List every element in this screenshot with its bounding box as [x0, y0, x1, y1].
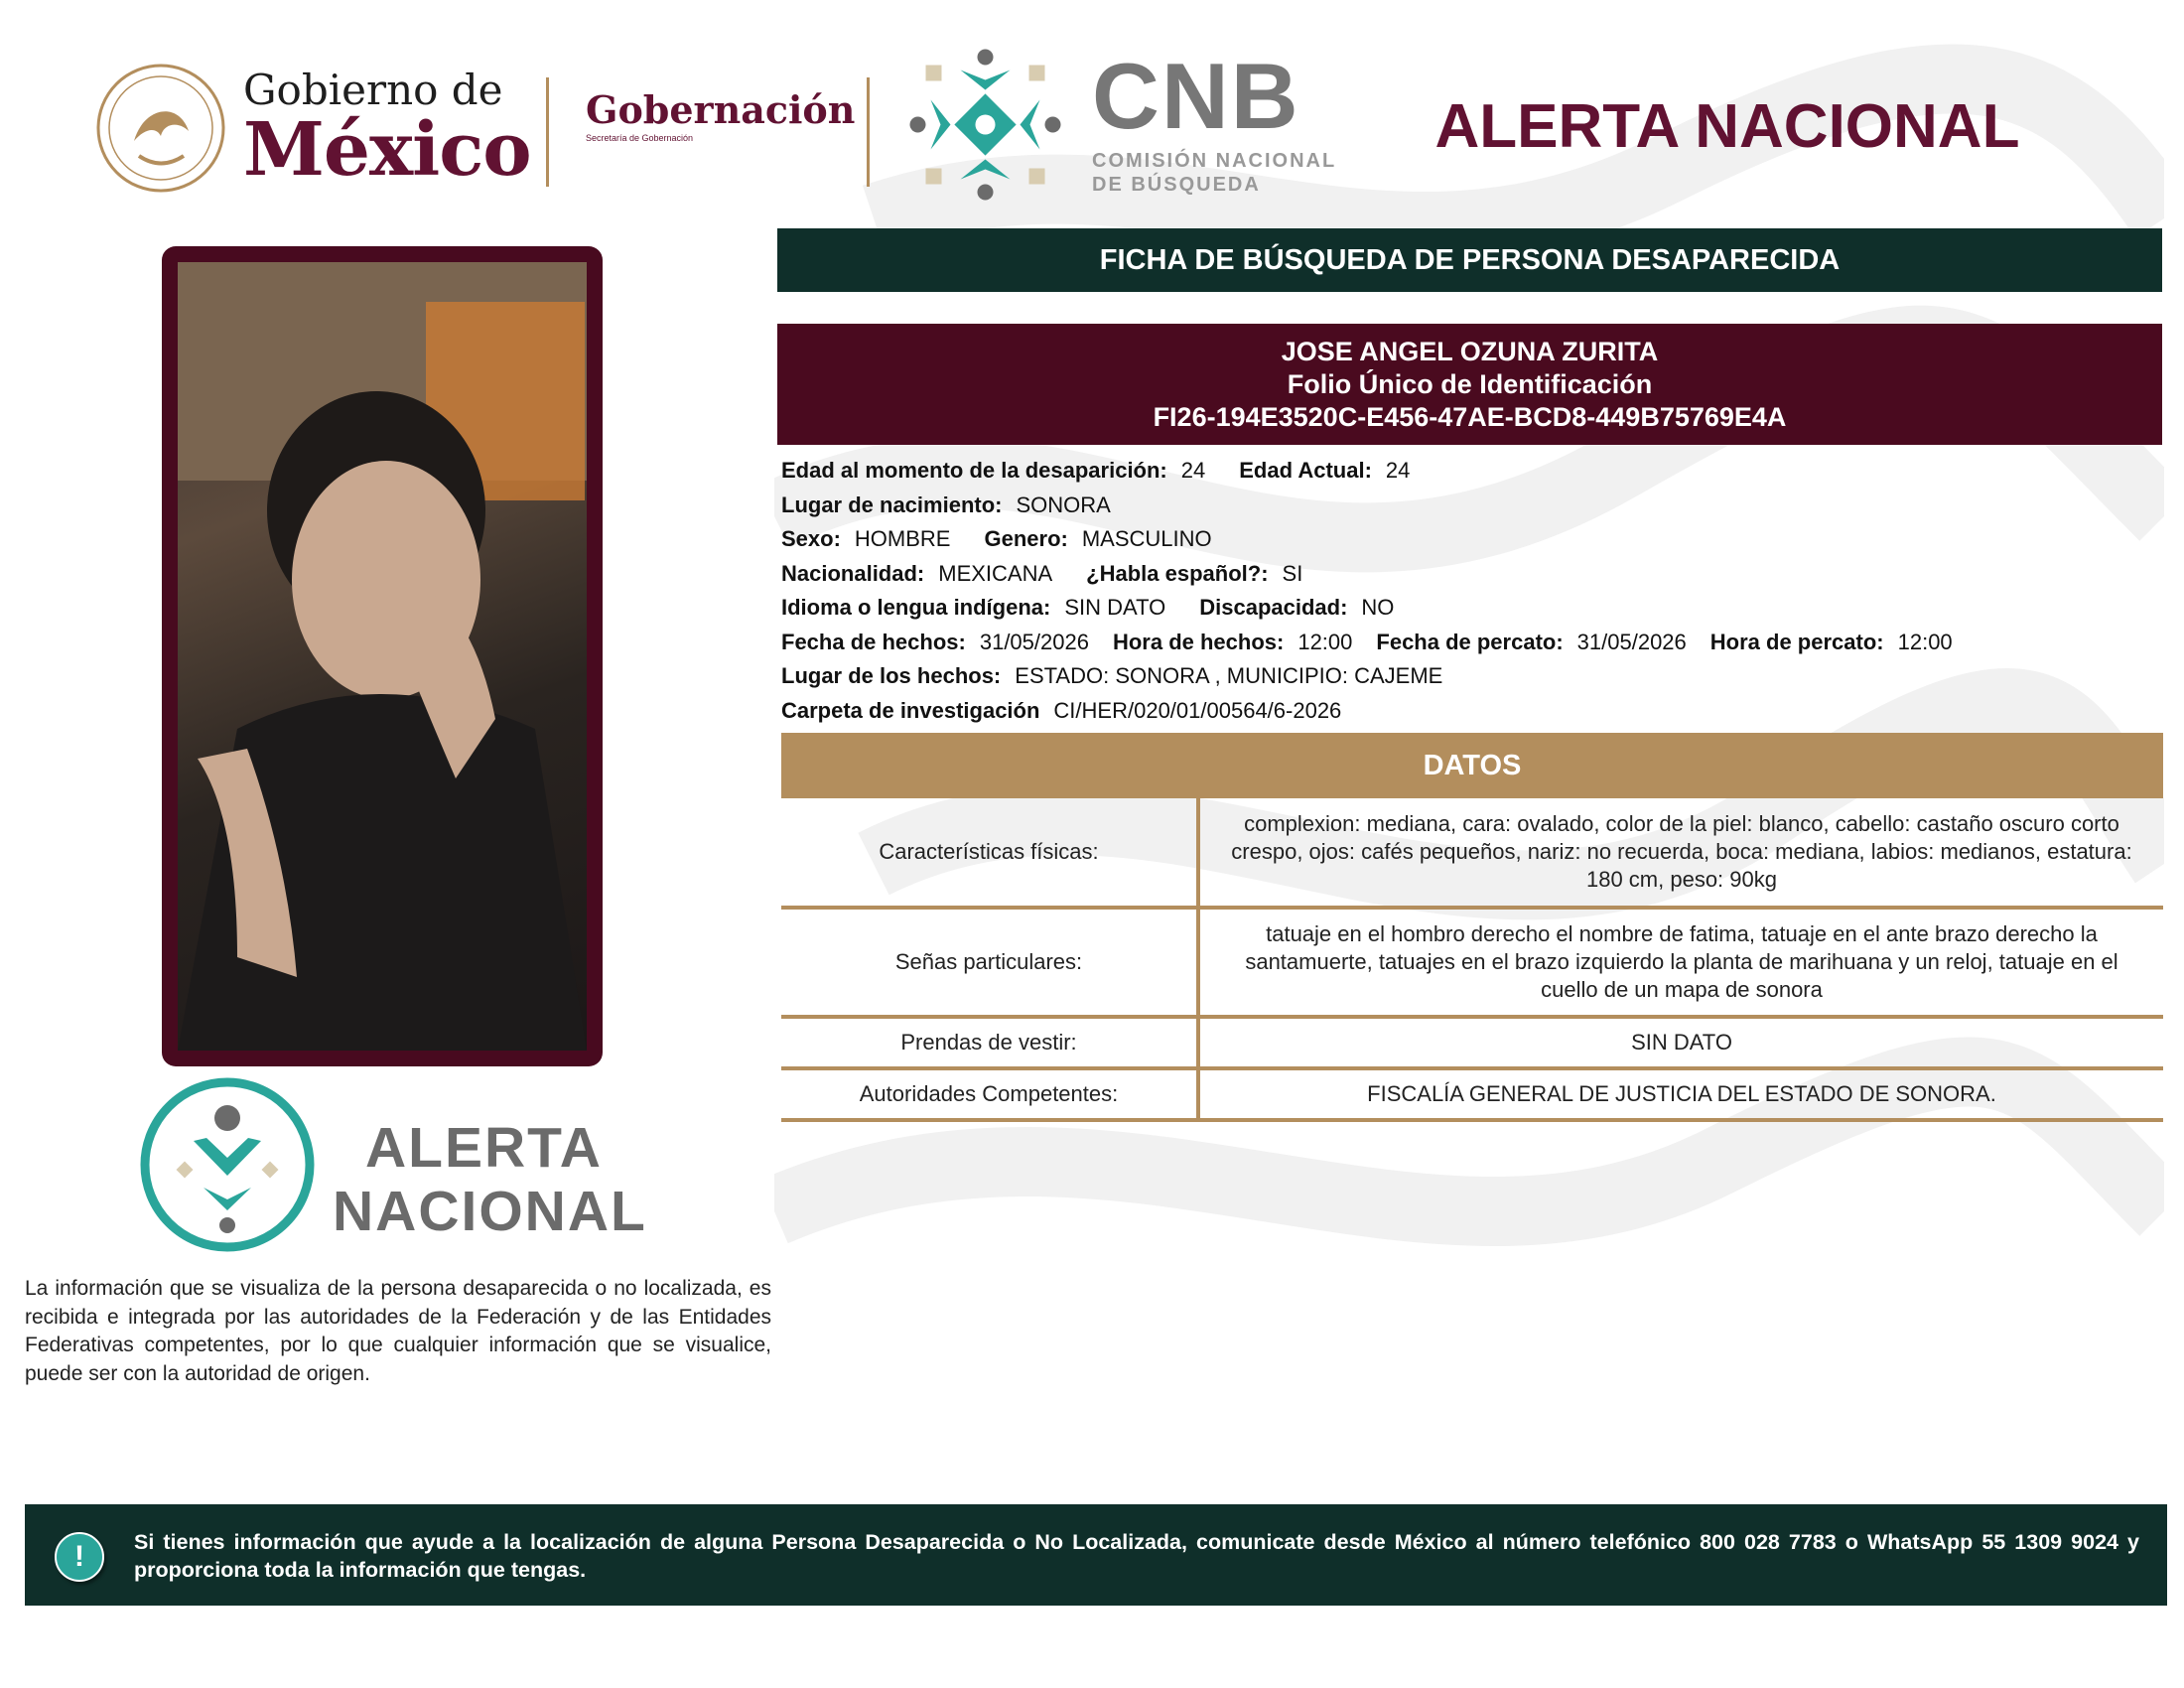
autoridades-value: FISCALÍA GENERAL DE JUSTICIA DEL ESTADO DE SONORA.	[1198, 1068, 2163, 1120]
lugar-nacimiento-label: Lugar de nacimiento:	[781, 492, 1003, 517]
carpeta-value: CI/HER/020/01/00564/6-2026	[1053, 697, 1342, 723]
sexo-value: HOMBRE	[854, 526, 951, 552]
exclamation-icon: !	[55, 1532, 104, 1582]
person-photo-frame	[162, 246, 603, 1066]
person-name: JOSE ANGEL OZUNA ZURITA	[1281, 337, 1659, 366]
cnb-logo-text	[1092, 44, 1337, 197]
cnb-line-1: COMISIÓN NACIONAL	[1092, 150, 1337, 172]
mexico-line: México	[243, 107, 531, 193]
senas-value: tatuaje en el hombro derecho el nombre de fatima, tatuaje en el ante brazo derecho la santamuerte, tatuajes en el brazo izquierdo la planta de marihuana y un reloj, tatuaje en el cuello de un mapa de sonora	[1198, 908, 2163, 1017]
caracteristicas-label: Características físicas:	[781, 798, 1198, 908]
prendas-label: Prendas de vestir:	[781, 1017, 1198, 1068]
hora-hechos-value: 12:00	[1297, 629, 1353, 654]
senas-label: Señas particulares:	[781, 908, 1198, 1017]
alerta-word: ALERTA	[365, 1116, 603, 1180]
nacionalidad-value: MEXICANA	[938, 560, 1053, 586]
person-info-list	[781, 454, 2161, 728]
edad-desaparicion-label: Edad al momento de la desaparición:	[781, 458, 1167, 484]
autoridades-label: Autoridades Competentes:	[781, 1068, 1198, 1120]
idioma-label: Idioma o lengua indígena:	[781, 595, 1051, 621]
carpeta-label: Carpeta de investigación	[781, 697, 1040, 723]
contact-info-bar	[25, 1504, 2167, 1606]
info-row-fechas	[781, 626, 2161, 660]
edad-actual-label: Edad Actual:	[1239, 458, 1372, 484]
edad-actual-value: 24	[1385, 458, 1411, 484]
info-row-sexo	[781, 522, 2161, 557]
header-divider	[546, 77, 549, 187]
gobernacion-title: Gobernación	[586, 87, 856, 132]
hora-hechos-label: Hora de hechos:	[1112, 629, 1285, 654]
hora-percato-value: 12:00	[1897, 629, 1953, 654]
alerta-nacional-emblem-icon	[139, 1076, 316, 1253]
disclaimer-text: La información que se visualiza de la persona desaparecida o no localizada, es recibida e integrada por las autoridades de la Federación y de las Entidades Federativas competentes, por lo que cualquier información que se visualice, puede ser con la autoridad de origen.	[25, 1277, 771, 1385]
nacional-word: NACIONAL	[333, 1180, 647, 1243]
table-row	[781, 908, 2163, 1017]
gobernacion-subtitle: Secretaría de Gobernación	[586, 133, 694, 143]
fecha-hechos-label: Fecha de hechos:	[781, 629, 966, 654]
gobierno-line: Gobierno de	[243, 66, 503, 114]
mexico-seal-icon	[94, 62, 228, 196]
cnb-acronym: CNB	[1092, 44, 1300, 148]
nacionalidad-label: Nacionalidad:	[781, 560, 925, 586]
ficha-title: FICHA DE BÚSQUEDA DE PERSONA DESAPARECIDA	[1099, 243, 1841, 276]
folio-label: Folio Único de Identificación	[1287, 369, 1653, 399]
info-row-edad	[781, 454, 2161, 489]
info-row-lugar-hechos	[781, 659, 2161, 694]
discapacidad-value: NO	[1361, 595, 1395, 621]
datos-table	[781, 798, 2163, 1122]
cnb-emblem-icon	[898, 38, 1072, 211]
habla-espanol-value: SI	[1282, 560, 1303, 586]
person-photo-placeholder	[178, 262, 587, 1051]
prendas-value: SIN DATO	[1198, 1017, 2163, 1068]
person-identity-box	[777, 324, 2162, 445]
genero-value: MASCULINO	[1081, 526, 1212, 552]
table-row	[781, 1068, 2163, 1120]
contact-info-text: Si tienes información que ayude a la localización de alguna Persona Desaparecida o No Localizada, comunicate desde México al número telefónico 800 028 7783 o WhatsApp 55 1309 9024 y proporciona toda la información que tengas.	[134, 1530, 2139, 1582]
edad-desaparicion-value: 24	[1180, 458, 1206, 484]
fecha-percato-value: 31/05/2026	[1576, 629, 1687, 654]
genero-label: Genero:	[984, 526, 1068, 552]
fecha-hechos-value: 31/05/2026	[979, 629, 1089, 654]
table-row	[781, 798, 2163, 908]
info-row-carpeta	[781, 694, 2161, 729]
alerta-nacional-logo-text	[333, 1116, 647, 1243]
info-row-idioma	[781, 591, 2161, 626]
ficha-title-bar	[777, 228, 2162, 292]
habla-espanol-label: ¿Habla español?:	[1086, 560, 1269, 586]
gobierno-de-mexico-logo	[243, 66, 531, 193]
lugar-hechos-label: Lugar de los hechos:	[781, 663, 1002, 689]
lugar-nacimiento-value: SONORA	[1016, 492, 1111, 517]
sexo-label: Sexo:	[781, 526, 841, 552]
folio-value: FI26-194E3520C-E456-47AE-BCD8-449B75769E4A	[1153, 402, 1787, 432]
lugar-hechos-value: ESTADO: SONORA , MUNICIPIO: CAJEME	[1015, 663, 1443, 689]
idioma-value: SIN DATO	[1064, 595, 1166, 621]
hora-percato-label: Hora de percato:	[1709, 629, 1884, 654]
discapacidad-label: Discapacidad:	[1199, 595, 1348, 621]
header-divider	[867, 77, 870, 187]
cnb-line-2: DE BÚSQUEDA	[1092, 174, 1261, 196]
datos-header-bar	[781, 733, 2163, 798]
info-row-nacimiento	[781, 489, 2161, 523]
caracteristicas-value: complexion: mediana, cara: ovalado, color de la piel: blanco, cabello: castaño oscuro corto crespo, ojos: cafés pequeños, nariz: no recuerda, boca: mediana, labios: medianos, estatura: 180 cm, peso: 90kg	[1198, 798, 2163, 908]
table-row	[781, 1017, 2163, 1068]
person-photo	[178, 262, 587, 1051]
gobernacion-logo	[586, 87, 856, 143]
info-row-nacionalidad	[781, 557, 2161, 592]
datos-title: DATOS	[1423, 749, 1522, 781]
fecha-percato-label: Fecha de percato:	[1376, 629, 1564, 654]
page-title: ALERTA NACIONAL	[1434, 92, 2020, 161]
